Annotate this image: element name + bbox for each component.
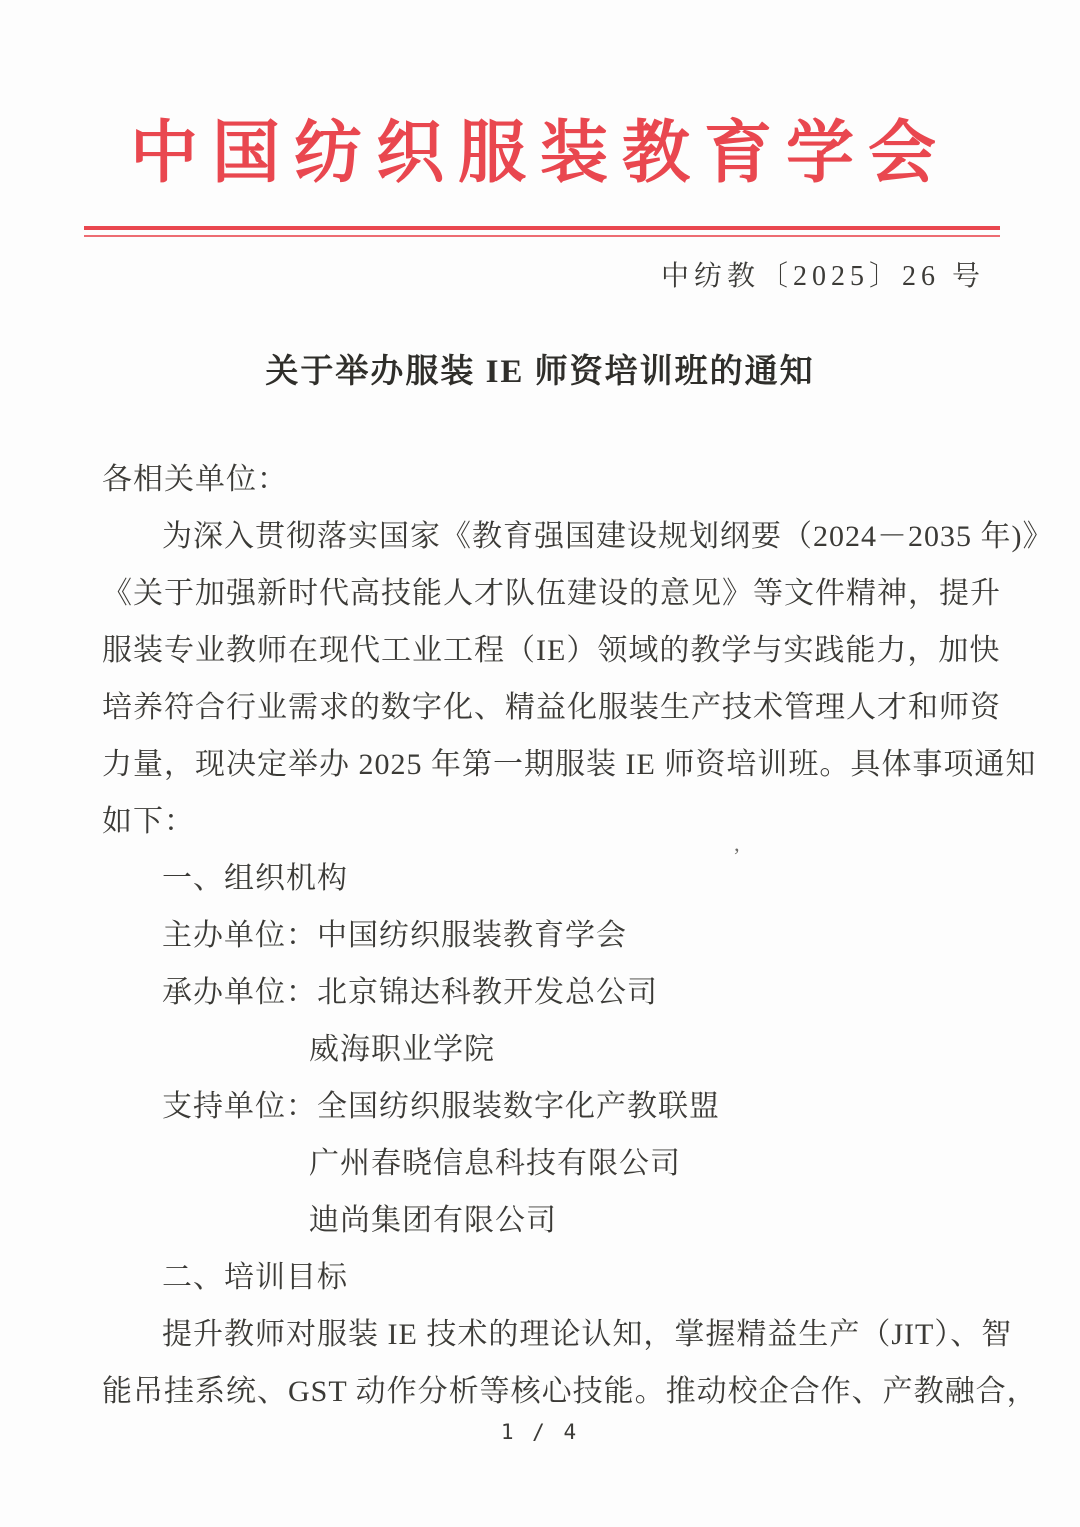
body-line: 如下： [102, 805, 195, 838]
body-line: 支持单位：全国纺织服装数字化产教联盟 [162, 1090, 720, 1123]
notice-body [0, 451, 1080, 1420]
body-line: 迪尚集团有限公司 [309, 1204, 557, 1237]
notice-title: 关于举办服装 IE 师资培训班的通知 [265, 354, 815, 390]
body-line: 服装专业教师在现代工业工程（IE）领域的教学与实践能力，加快 [102, 634, 1001, 667]
separator-thin-rule [84, 235, 1000, 237]
letterhead-separator [84, 226, 1000, 237]
body-line: 《关于加强新时代高技能人才队伍建设的意见》等文件精神，提升 [102, 577, 1001, 610]
document-number: 中纺教〔2025〕26 号 [660, 261, 985, 292]
letterhead-org-name: 中国纺织服装教育学会 [129, 115, 950, 191]
body-line: 力量，现决定举办 2025 年第一期服装 IE 师资培训班。具体事项通知 [102, 748, 1037, 781]
body-line: 威海职业学院 [309, 1033, 495, 1066]
body-line: 各相关单位： [102, 463, 288, 496]
body-line: 广州春晓信息科技有限公司 [309, 1147, 681, 1180]
scan-artifact-mark: ’ [733, 843, 741, 868]
body-line: 二、培训目标 [162, 1261, 348, 1294]
body-line: 提升教师对服装 IE 技术的理论认知，掌握精益生产（JIT）、智 [162, 1318, 1013, 1351]
letterhead [0, 0, 1080, 297]
page-number: 1 / 4 [500, 1420, 580, 1444]
body-line: 为深入贯彻落实国家《教育强国建设规划纲要（2024－2035 年)》 [162, 520, 1054, 553]
body-line: 承办单位：北京锦达科教开发总公司 [162, 976, 658, 1009]
body-line: 一、组织机构 [162, 862, 348, 895]
body-line: 培养符合行业需求的数字化、精益化服装生产技术管理人才和师资 [102, 691, 1001, 724]
body-line: 能吊挂系统、GST 动作分析等核心技能。推动校企合作、产教融合， [102, 1375, 1038, 1408]
body-line: 主办单位：中国纺织服装教育学会 [162, 919, 627, 952]
